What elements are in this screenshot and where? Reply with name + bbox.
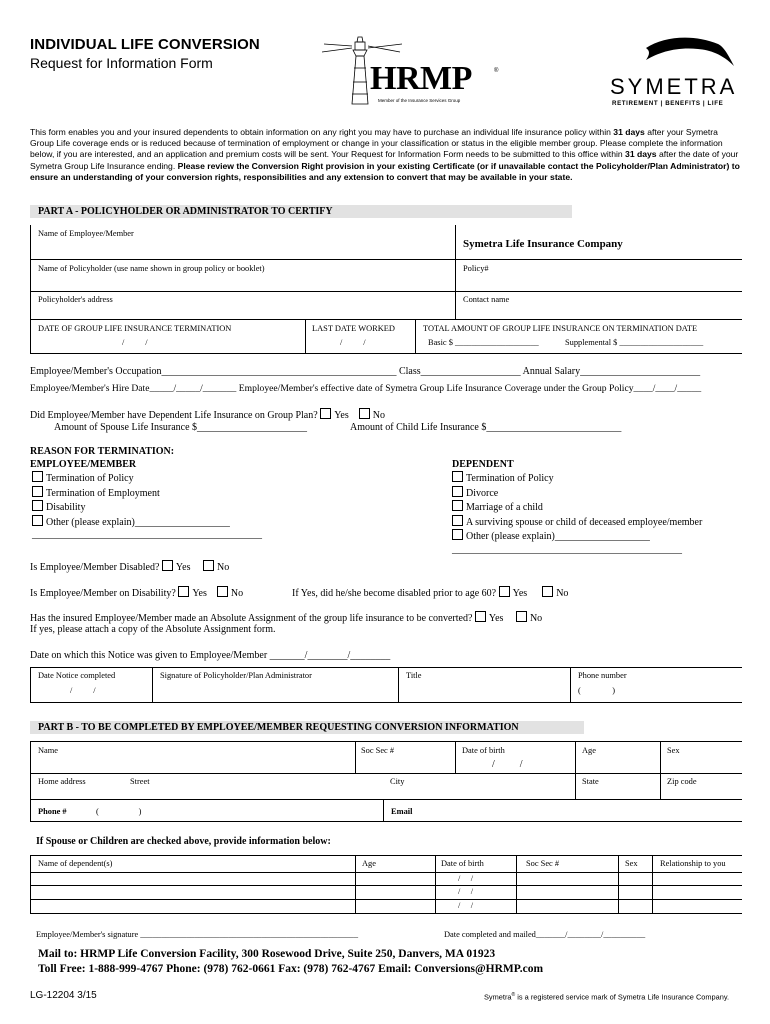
dependent-reason-heading: DEPENDENT [452, 459, 514, 470]
grid-line [355, 741, 356, 773]
no-label: No [230, 588, 244, 599]
disability-label: Is Employee/Member on Disability? [30, 588, 176, 599]
notice-grid [30, 667, 742, 703]
grid-line [435, 855, 436, 913]
last-date-worked-field[interactable]: / / [340, 338, 366, 347]
disabled-yes-checkbox[interactable] [162, 560, 173, 571]
hire-date-line[interactable]: Employee/Member's Hire Date_____/_____/_______ Employee/Member's effective date of Symetra Group Life Insurance Coverage under the Group Policy____/____/_____ [30, 383, 702, 394]
grid-line [30, 225, 31, 353]
symetra-swoosh-icon [606, 36, 741, 76]
dependent-dob-header: Date of birth [441, 859, 484, 868]
dependent-dob-field[interactable]: / / [458, 874, 474, 883]
yes-label: Yes [334, 410, 349, 421]
grid-line [30, 319, 742, 320]
grid-line [570, 667, 571, 702]
list-item[interactable] [452, 471, 702, 486]
notice-date-line[interactable]: Date on which this Notice was given to Employee/Member _______/________/________ [30, 650, 391, 661]
registered-icon: ® [494, 68, 499, 74]
reason-checkbox[interactable] [452, 486, 463, 497]
dob-label: Date of birth [462, 746, 505, 755]
disabled-question [30, 560, 229, 573]
reason-checkbox[interactable] [32, 515, 43, 526]
admin-signature-field[interactable]: Signature of Policyholder/Plan Administrator [160, 671, 312, 680]
grid-line [398, 667, 399, 702]
dependent-sex-header: Sex [625, 859, 638, 868]
mailing-address: Mail to: HRMP Life Conversion Facility, 300 Rosewood Drive, Suite 250, Danvers, MA 01923 [38, 948, 496, 960]
form-number: LG-12204 3/15 [30, 990, 97, 1001]
policy-number-field[interactable]: Policy# [463, 264, 489, 273]
yes-label: Yes [512, 588, 528, 599]
disability-no-checkbox[interactable] [217, 586, 228, 597]
grid-line [30, 773, 742, 774]
assignment-question [30, 611, 542, 624]
grid-line [660, 741, 661, 799]
age60-yes-checkbox[interactable] [499, 586, 510, 597]
disabled-label: Is Employee/Member Disabled? [30, 562, 160, 573]
reason-heading: REASON FOR TERMINATION: [30, 446, 175, 457]
grid-line [652, 855, 653, 913]
dependent-reason-list [452, 471, 702, 557]
grid-line [30, 799, 742, 800]
email-field[interactable]: Email [391, 807, 413, 816]
part-b-heading: PART B - TO BE COMPLETED BY EMPLOYEE/MEMBER REQUESTING CONVERSION INFORMATION [30, 721, 584, 734]
grid-line [30, 291, 742, 292]
form-subtitle: Request for Information Form [30, 55, 213, 71]
reason-label: Other (please explain)___________________ [466, 531, 650, 543]
age60-question [292, 586, 568, 599]
phone-label: Phone # [38, 807, 67, 816]
dependent-name-header: Name of dependent(s) [38, 859, 113, 868]
symetra-logo-text: SYMETRA [610, 74, 738, 99]
yes-label: Yes [175, 562, 191, 573]
employee-reason-list [32, 471, 262, 542]
part-a-grid [30, 225, 742, 355]
dependent-dob-field[interactable]: / / [458, 887, 474, 896]
dependent-life-question [30, 408, 385, 421]
intro-text-2: after your Symetra Group Life coverage ends or is reduced because of termination of employment or change in your classification or status in the eligible member group. Please complete the information below, if you are interested, and an application and premium costs will be sent. Your Request for Information Form needs to be submitted to this office within [30, 127, 723, 160]
intro-text-3: after the date of your Symetra Group Life Insurance ending. [30, 149, 739, 171]
grid-line [30, 855, 31, 913]
no-label: No [556, 588, 569, 599]
dependent-age-header: Age [362, 859, 376, 868]
title-field[interactable]: Title [406, 671, 422, 680]
reason-checkbox[interactable] [452, 500, 463, 511]
supplemental-amount-field[interactable]: Supplemental $ ____________________ [565, 338, 704, 347]
spouse-amount-line[interactable]: Amount of Spouse Life Insurance $______________________ [54, 422, 308, 433]
reason-label: Termination of Employment [46, 487, 160, 499]
no-label: No [216, 562, 230, 573]
grid-line [30, 353, 742, 354]
grid-line [305, 319, 306, 353]
basic-amount-field[interactable]: Basic $ ____________________ [428, 338, 539, 347]
grid-line [30, 821, 742, 822]
dependent-ssn-header: Soc Sec # [526, 859, 560, 868]
grid-line [152, 667, 153, 702]
reason-checkbox[interactable] [32, 486, 43, 497]
dob-field[interactable]: / / [492, 759, 523, 770]
list-item[interactable] [452, 515, 702, 530]
assignment-yes-checkbox[interactable] [475, 611, 486, 622]
trademark-symbol: ® [511, 992, 516, 998]
disability-question [30, 586, 243, 599]
hrmp-tagline: Member of the Insurance Services Group [378, 98, 461, 103]
reason-label: Marriage of a child [466, 502, 543, 514]
intro-conversion-note: Please review the Conversion Right provision in your existing Certificate (or if unavailable contact the Policyholder/Plan Administrator) to ensure an understanding of your conversion rights, responsibilities and any extension to convert that may be available in your state. [30, 160, 740, 182]
grid-line [30, 702, 742, 703]
reason-label: Disability [46, 502, 86, 514]
last-date-worked-label: LAST DATE WORKED [312, 324, 395, 333]
grid-line [516, 855, 517, 913]
occupation-line[interactable]: Employee/Member's Occupation_______________________________________________ Class____________________ Annual Salary________________________ [30, 366, 701, 377]
grid-line [455, 741, 456, 773]
intro-text-1: This form enables you and your insured dependents to obtain information on any right you may have to purchase an individual life insurance policy within [30, 127, 614, 137]
date-mailed-line[interactable]: Date completed and mailed_______/________/__________ [444, 930, 646, 939]
employee-explain-line[interactable]: ______________________________________________ [32, 529, 262, 541]
grid-line [455, 225, 456, 319]
total-amount-label: TOTAL AMOUNT OF GROUP LIFE INSURANCE ON TERMINATION DATE [423, 324, 698, 333]
yes-label: Yes [488, 613, 504, 624]
grid-line [575, 741, 576, 799]
employee-reason-heading: EMPLOYEE/MEMBER [30, 459, 137, 470]
reason-label: Divorce [466, 487, 499, 499]
grid-line [30, 667, 31, 702]
part-a-heading: PART A - POLICYHOLDER OR ADMINISTRATOR TO CERTIFY [30, 205, 572, 218]
reason-label: Other (please explain)___________________ [46, 516, 230, 528]
contact-name-field[interactable]: Contact name [463, 295, 510, 304]
grid-line [415, 319, 416, 353]
employee-name-field[interactable]: Name of Employee/Member [38, 229, 134, 238]
city-field[interactable]: City [390, 777, 405, 786]
street-label: Street [130, 777, 150, 786]
dependents-heading: If Spouse or Children are checked above, provide information below: [36, 836, 331, 847]
zip-field[interactable]: Zip code [667, 777, 697, 786]
contact-details: Toll Free: 1-888-999-4767 Phone: (978) 762-0661 Fax: (978) 762-4767 Email: Conversions@HRMP.com [38, 963, 544, 975]
trademark-notice [484, 992, 729, 1001]
grid-line [30, 667, 742, 668]
list-item[interactable] [32, 486, 262, 501]
grid-line [383, 799, 384, 821]
reason-checkbox[interactable] [32, 500, 43, 511]
date-completed-field[interactable]: / / [70, 686, 96, 695]
grid-line [30, 741, 31, 821]
hrmp-logo [322, 34, 508, 108]
dependent-life-no-checkbox[interactable] [359, 408, 370, 419]
assignment-label: Has the insured Employee/Member made an Absolute Assignment of the group life insurance to be converted? [30, 613, 473, 624]
age-field[interactable]: Age [582, 746, 596, 755]
grid-line [618, 855, 619, 913]
intro-deadline-1: 31 days [613, 127, 645, 137]
termination-date-label: DATE OF GROUP LIFE INSURANCE TERMINATION [38, 324, 232, 333]
form-title: INDIVIDUAL LIFE CONVERSION [30, 36, 260, 53]
yes-label: Yes [192, 588, 207, 599]
reason-checkbox[interactable] [452, 515, 463, 526]
grid-line [30, 259, 742, 260]
home-address-field[interactable]: Home address [38, 777, 86, 786]
symetra-logo [606, 36, 741, 110]
reason-label: A surviving spouse or child of deceased employee/member [466, 516, 703, 528]
state-field[interactable]: State [582, 777, 599, 786]
disability-yes-checkbox[interactable] [178, 586, 189, 597]
child-amount-line[interactable]: Amount of Child Life Insurance $___________________________ [350, 422, 622, 433]
name-field[interactable]: Name [38, 746, 58, 755]
grid-line [30, 855, 742, 856]
reason-checkbox[interactable] [452, 471, 463, 482]
phone-field[interactable]: ( ) [96, 807, 142, 816]
trademark-brand: Symetra [484, 992, 512, 1002]
dependents-table [30, 855, 742, 915]
reason-checkbox[interactable] [32, 471, 43, 482]
dependent-explain-line[interactable]: ______________________________________________ [452, 543, 682, 555]
disabled-no-checkbox[interactable] [203, 560, 214, 571]
list-item[interactable] [452, 500, 702, 515]
no-label: No [529, 613, 543, 624]
ssn-field[interactable]: Soc Sec # [361, 746, 395, 755]
sex-field[interactable]: Sex [667, 746, 680, 755]
dependent-dob-field[interactable]: / / [458, 901, 474, 910]
list-item[interactable] [452, 486, 702, 501]
dependent-life-yes-checkbox[interactable] [320, 408, 331, 419]
reason-checkbox[interactable] [452, 529, 463, 540]
date-completed-label: Date Notice completed [38, 671, 116, 680]
assignment-note: If yes, please attach a copy of the Absolute Assignment form. [30, 624, 276, 635]
intro-deadline-2: 31 days [625, 149, 657, 160]
policyholder-address-field[interactable]: Policyholder's address [38, 295, 113, 304]
insurer-name: Symetra Life Insurance Company [463, 238, 623, 250]
list-item[interactable] [32, 500, 262, 515]
symetra-tagline: RETIREMENT | BENEFITS | LIFE [612, 100, 724, 107]
termination-date-field[interactable]: / / [122, 338, 148, 347]
grid-line [30, 885, 742, 886]
grid-line [30, 872, 742, 873]
employee-signature-line[interactable]: Employee/Member's signature ____________________________________________________ [36, 930, 359, 939]
trademark-text: is a registered service mark of Symetra Life Insurance Company. [515, 992, 730, 1002]
grid-line [355, 855, 356, 913]
age60-label: If Yes, did he/she become disabled prior to age 60? [292, 588, 497, 599]
list-item[interactable] [452, 529, 702, 544]
policyholder-name-field[interactable]: Name of Policyholder (use name shown in group policy or booklet) [38, 264, 265, 273]
age60-no-checkbox[interactable] [542, 586, 553, 597]
grid-line [30, 899, 742, 900]
grid-line [30, 913, 742, 914]
no-label: No [372, 410, 385, 421]
phone-number-label: Phone number [578, 671, 627, 680]
part-b-grid [30, 741, 742, 821]
list-item[interactable] [32, 515, 262, 530]
reason-label: Termination of Policy [466, 473, 554, 484]
grid-line [30, 741, 742, 742]
reason-label: Termination of Policy [46, 473, 134, 484]
dependent-relationship-header: Relationship to you [660, 859, 726, 868]
phone-number-field[interactable]: ( ) [578, 686, 615, 695]
list-item[interactable] [32, 471, 262, 486]
dependent-life-label: Did Employee/Member have Dependent Life Insurance on Group Plan? [30, 410, 318, 421]
hrmp-logo-text: HRMP [370, 60, 472, 97]
intro-paragraph [30, 127, 742, 183]
assignment-no-checkbox[interactable] [516, 611, 527, 622]
